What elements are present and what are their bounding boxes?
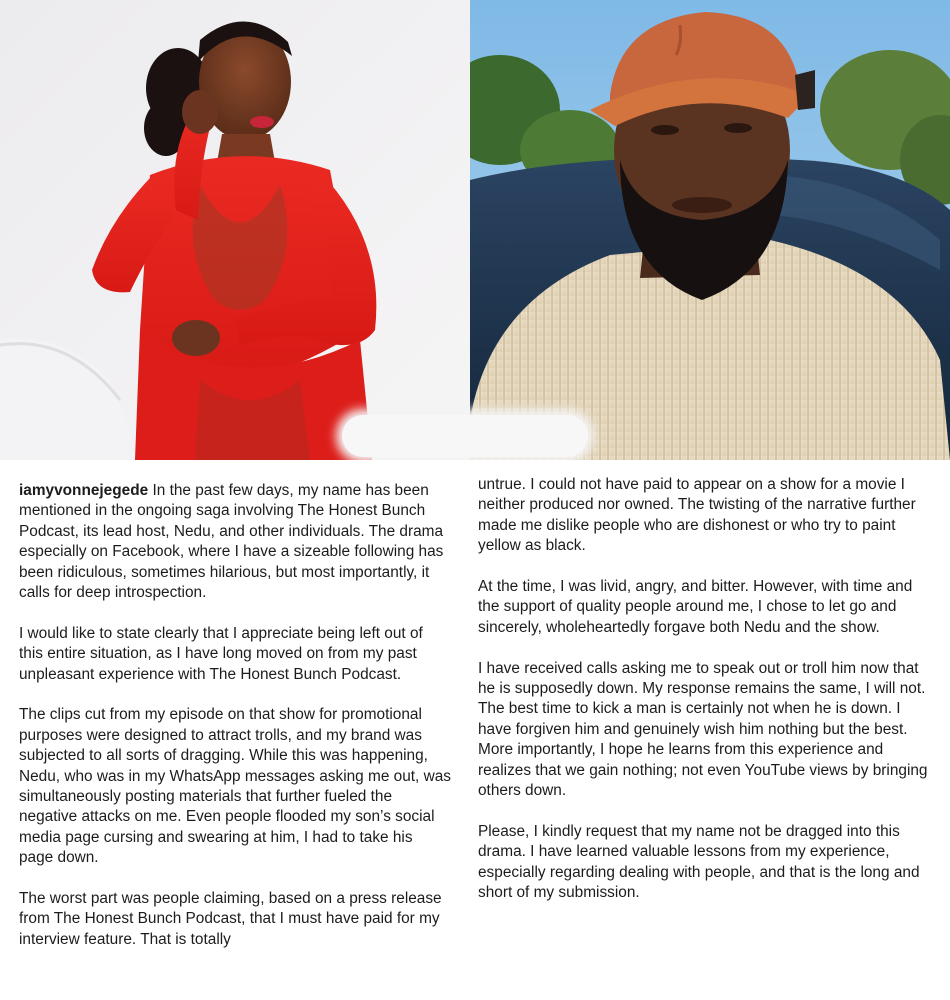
man-orange-cap-photo <box>470 0 950 460</box>
woman-red-gown-photo <box>0 0 470 460</box>
woman-red-gown-illustration <box>0 0 470 460</box>
caption-left-column <box>19 481 451 971</box>
caption-paragraph <box>19 481 451 603</box>
caption-right-column <box>478 475 936 924</box>
caption-paragraph: I have received calls asking me to speak out or troll him now that he is supposedly down. My response remains the same, I will not. The best time to kick a man is certainly not when he is down. I have forgiven him and genuinely wish him nothing but the best. More importantly, I hope he learns from this experience and realizes that we gain nothing; not even YouTube views by bringing others down. <box>478 659 928 800</box>
caption-paragraph: At the time, I was livid, angry, and bitter. However, with time and the support of quality people around me, I chose to let go and sincerely, wholeheartedly forgave both Nedu and the show. <box>478 578 913 636</box>
man-orange-cap-illustration <box>470 0 950 460</box>
caption-paragraph: untrue. I could not have paid to appear on a show for a movie I neither produced nor owned. The twisting of the narrative further made me dislike people who are dishonest or who try to paint yellow as black. <box>478 476 916 555</box>
header-photo-collage <box>0 0 950 460</box>
caption-paragraph: The clips cut from my episode on that show for promotional purposes were designed to attract trolls, and my brand was subjected to all sorts of dragging. While this was happening, Nedu, who was in my WhatsApp messages asking me out, was simultaneously posting materials that further fueled the negative attacks on me. Even people flooded my son’s social media page cursing and swearing at him, I had to take his page down. <box>19 706 451 867</box>
blurred-watermark-patch <box>342 415 588 457</box>
caption-paragraph: Please, I kindly request that my name not be dragged into this drama. I have learned valuable lessons from my experience, especially regarding dealing with people, and that is the long and short of my submission. <box>478 822 920 902</box>
caption-paragraph: I would like to state clearly that I appreciate being left out of this entire situation, as I have long moved on from my past unpleasant experience with The Honest Bunch Podcast. <box>19 624 423 683</box>
caption-paragraph-text: In the past few days, my name has been mentioned in the ongoing saga involving The Honest Bunch Podcast, its lead host, Nedu, and other individuals. The drama especially on Facebook, where I have a sizeable following has been ridiculous, sometimes hilarious, but most importantly, it calls for deep introspection. <box>19 482 444 602</box>
instagram-caption-screenshot <box>0 460 950 1000</box>
account-handle[interactable]: iamyvonnejegede <box>19 482 149 499</box>
caption-paragraph: The worst part was people claiming, based on a press release from The Honest Bunch Podcast, that I must have paid for my interview feature. That is totally <box>19 890 442 948</box>
